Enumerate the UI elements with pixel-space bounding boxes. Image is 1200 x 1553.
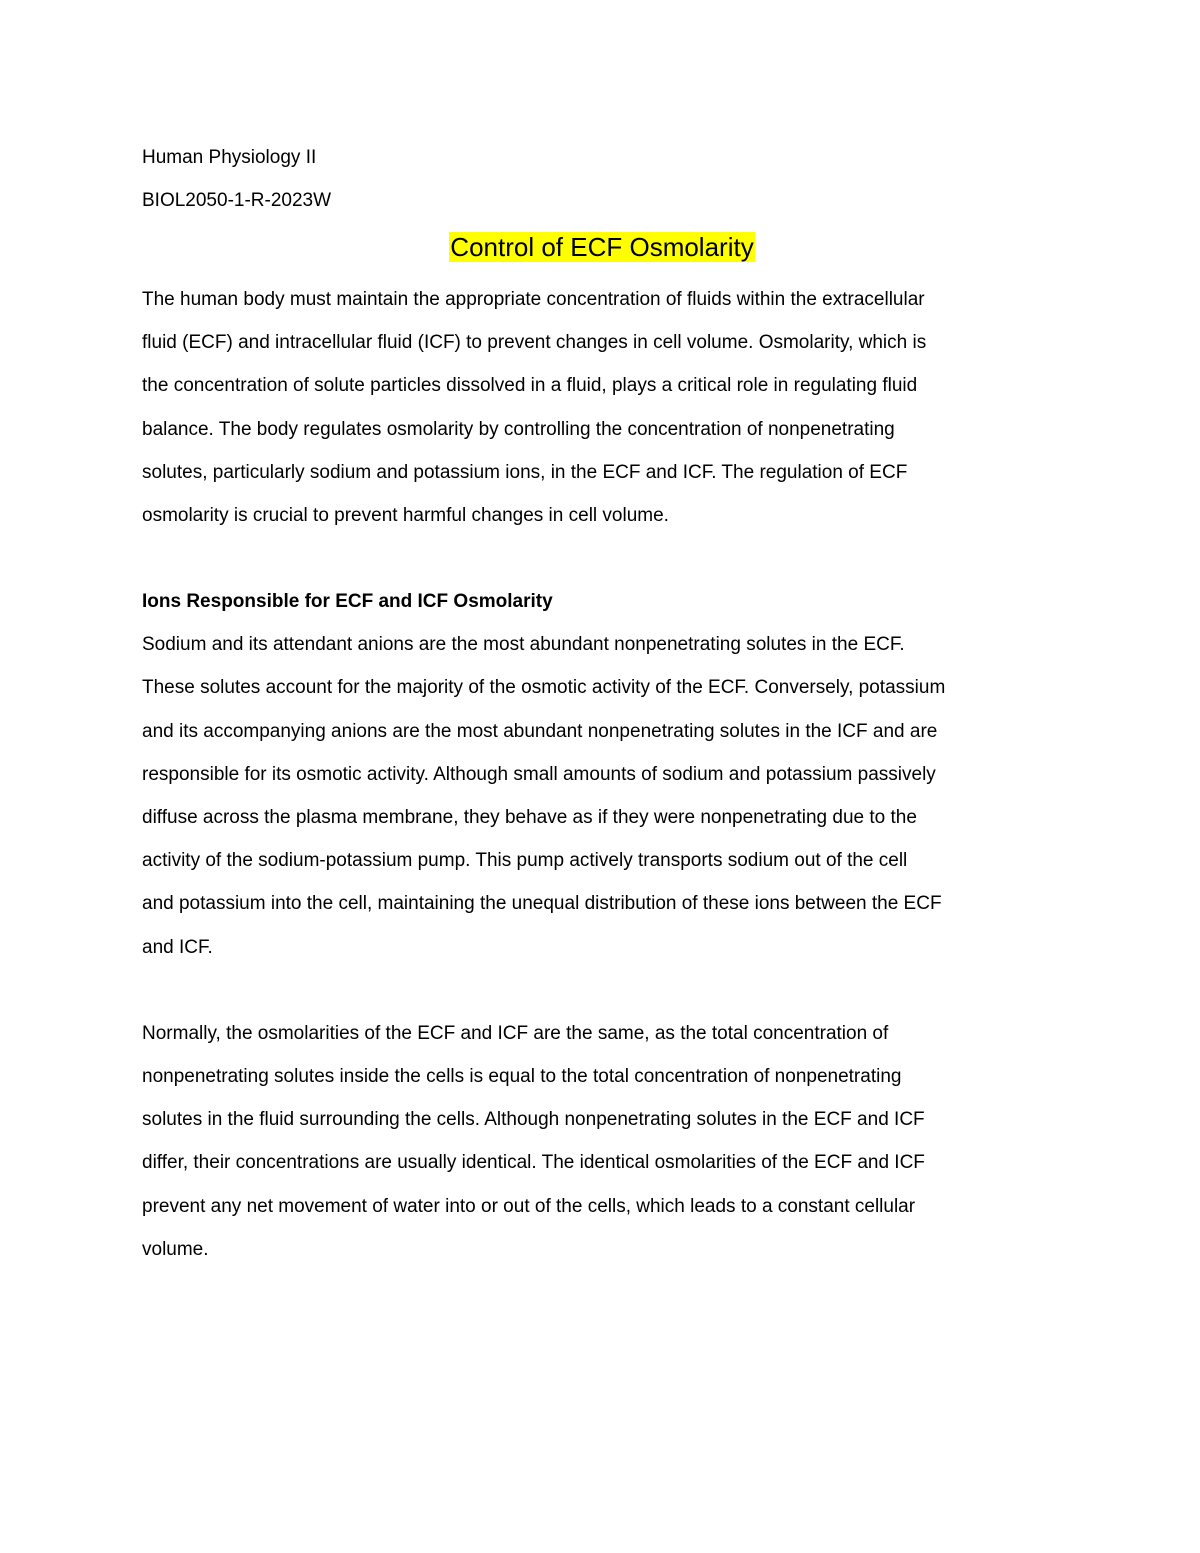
document-title: Control of ECF Osmolarity xyxy=(450,232,754,262)
section1-line: responsible for its osmotic activity. Although small amounts of sodium and potassium passively xyxy=(142,763,936,785)
intro-line: solutes, particularly sodium and potassium ions, in the ECF and ICF. The regulation of ECF xyxy=(142,461,908,483)
intro-line: the concentration of solute particles dissolved in a fluid, plays a critical role in regulating fluid xyxy=(142,375,918,397)
section1-line: and potassium into the cell, maintaining the unequal distribution of these ions between the ECF xyxy=(142,893,942,915)
section2-line: nonpenetrating solutes inside the cells is equal to the total concentration of nonpenetrating xyxy=(142,1066,902,1088)
title-container xyxy=(142,222,1062,278)
section2-paragraph xyxy=(142,1012,1062,1271)
section1-line: Sodium and its attendant anions are the most abundant nonpenetrating solutes in the ECF. xyxy=(142,634,905,656)
section1-line: activity of the sodium-potassium pump. This pump actively transports sodium out of the cell xyxy=(142,850,908,872)
section1-line: and ICF. xyxy=(142,936,213,958)
course-code: BIOL2050-1-R-2023W xyxy=(142,190,332,211)
intro-line: balance. The body regulates osmolarity by controlling the concentration of nonpenetrating xyxy=(142,418,895,440)
course-name: Human Physiology II xyxy=(142,147,317,168)
section-heading: Ions Responsible for ECF and ICF Osmolarity xyxy=(142,591,553,613)
section2-line: prevent any net movement of water into or out of the cells, which leads to a constant cellular xyxy=(142,1195,916,1217)
section2-line: solutes in the fluid surrounding the cells. Although nonpenetrating solutes in the ECF and ICF xyxy=(142,1109,925,1131)
intro-paragraph xyxy=(142,278,1062,537)
section1-paragraph xyxy=(142,623,1062,969)
section2-line: Normally, the osmolarities of the ECF and ICF are the same, as the total concentration of xyxy=(142,1022,889,1044)
section2-line: volume. xyxy=(142,1238,209,1260)
section1-line: and its accompanying anions are the most abundant nonpenetrating solutes in the ICF and are xyxy=(142,720,938,742)
section2-line: differ, their concentrations are usually identical. The identical osmolarities of the ECF and ICF xyxy=(142,1152,925,1174)
intro-line: osmolarity is crucial to prevent harmful changes in cell volume. xyxy=(142,505,669,527)
paragraph-spacer xyxy=(142,969,1062,1012)
section1-line: diffuse across the plasma membrane, they behave as if they were nonpenetrating due to the xyxy=(142,807,917,829)
intro-line: fluid (ECF) and intracellular fluid (ICF) to prevent changes in cell volume. Osmolarity, which is xyxy=(142,332,927,354)
intro-line: The human body must maintain the appropriate concentration of fluids within the extracellular xyxy=(142,289,925,310)
section1-line: These solutes account for the majority of the osmotic activity of the ECF. Conversely, potassium xyxy=(142,677,946,699)
paragraph-spacer xyxy=(142,537,1062,580)
document-page xyxy=(142,136,1062,1271)
